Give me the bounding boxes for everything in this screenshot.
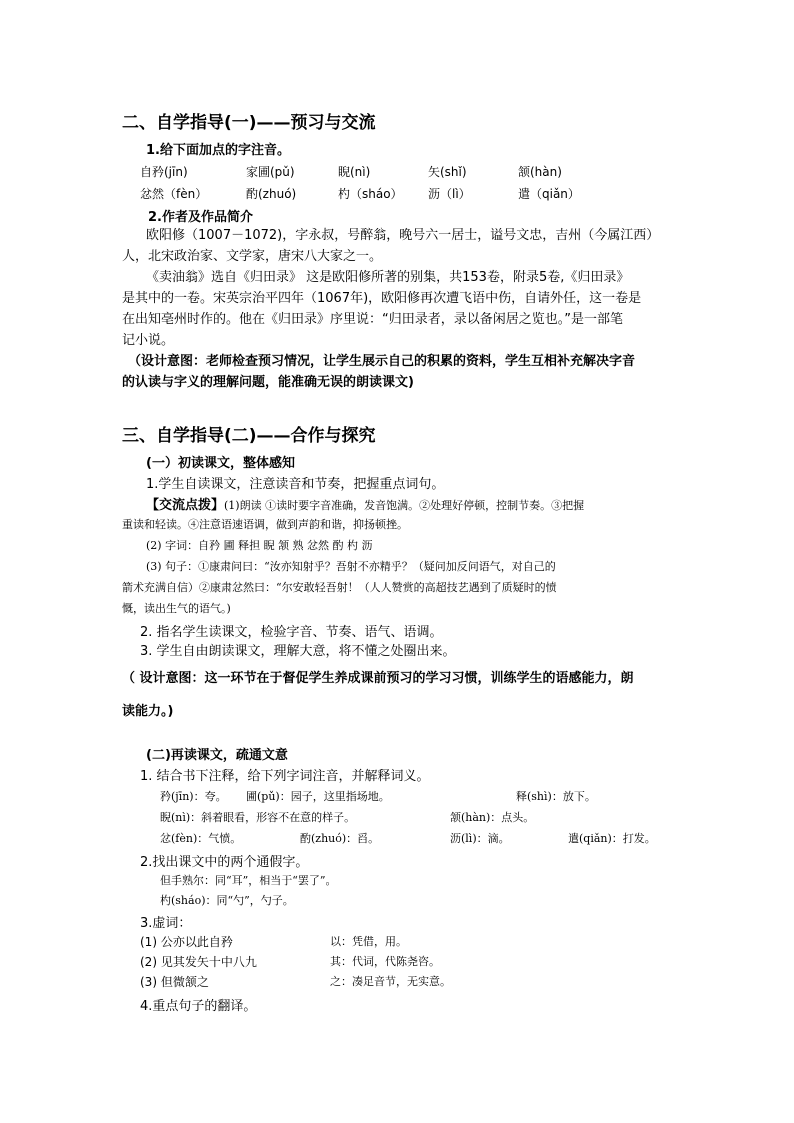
design-note: （ 设计意图：这一环节在于督促学生养成课前预习的学习习惯，训练学生的语感能力，朗 (122, 671, 634, 686)
gloss-item: 矜(jīn)：夸。 (160, 790, 227, 803)
list-item: 3.虚词： (140, 916, 192, 931)
xuci-sentence: (3) 但微颔之 (140, 975, 209, 989)
pinyin-item: 杓（sháo） (338, 187, 403, 201)
list-item: 3. 学生自由朗读课文，理解大意，将不懂之处圈出来。 (140, 644, 456, 659)
section2-title: 二、自学指导(一)——预习与交流 (122, 113, 376, 133)
intro-text: 人，北宋政治家、文学家，唐宋八大家之一。 (122, 249, 383, 264)
exchange-text: 慨，读出生气的语气。) (122, 602, 231, 615)
gloss-item: 睨(nì)：斜着眼看，形容不在意的样子。 (160, 811, 356, 824)
exchange-text: 箭术充满自信）②康肃忿然曰：“尔安敢轻吾射！（人人赞赏的高超技艺遇到了质疑时的愤 (122, 581, 557, 594)
sub2-title: (二)再读课文，疏通文意 (146, 748, 288, 763)
exchange-label: 【交流点拨】 (146, 498, 225, 513)
gloss-item: 遣(qiǎn)：打发。 (568, 832, 656, 845)
exchange-text: 重读和轻读。④注意语速语调，做到声韵和谐，抑扬顿挫。 (122, 518, 408, 531)
xuci-explain: 其：代词，代陈尧咨。 (330, 955, 440, 968)
list-item: 1.学生自读课文，注意读音和节奏，把握重点词句。 (146, 477, 445, 492)
item1-title: 1.给下面加点的字注音。 (146, 143, 290, 158)
intro-text: 欧阳修（1007－1072)，字永叔，号醉翁，晚号六一居士，谥号文忠，吉州（今属江西） (146, 228, 660, 243)
gloss-item: 颔(hàn)：点头。 (450, 811, 535, 824)
pinyin-item: 忿然（fèn） (140, 187, 208, 201)
list-item: 4.重点句子的翻译。 (140, 999, 257, 1014)
gloss-item: 忿(fèn)：气愤。 (160, 832, 242, 845)
pinyin-item: 家圃(pǔ) (246, 165, 295, 179)
exchange-line (146, 494, 584, 513)
pinyin-item: 遣（qiǎn） (518, 187, 580, 201)
pinyin-item: 自矜(jīn) (140, 165, 188, 179)
list-item: 1. 结合书下注释，给下列字词注音，并解释词义。 (140, 769, 430, 784)
exchange-text: (3) 句子：①康肃问曰：“汝亦知射乎？吾射不亦精乎？（疑问加反问语气，对自己的 (146, 560, 556, 573)
pinyin-item: 酌(zhuó) (246, 187, 297, 201)
list-item: 2. 指名学生读课文，检验字音、节奏、语气、语调。 (140, 625, 443, 640)
design-note: 的认读与字义的理解问题，能准确无误的朗读课文) (122, 375, 414, 390)
pinyin-item: 颔(hàn) (518, 165, 562, 179)
gloss-item: 圃(pǔ)：园子，这里指场地。 (246, 790, 390, 803)
xuci-explain: 之：凑足音节，无实意。 (330, 975, 451, 988)
intro-text: 是其中的一卷。宋英宗治平四年（1067年)，欧阳修再次遭飞语中伤，自请外任，这一卷是 (122, 291, 642, 306)
item2-title: 2.作者及作品简介 (148, 210, 253, 225)
xuci-explain: 以：凭借，用。 (330, 935, 407, 948)
tongjia-line: 但手熟尔：同“耳”，相当于“罢了”。 (160, 874, 337, 887)
list-item: 2.找出课文中的两个通假字。 (140, 855, 309, 870)
gloss-item: 释(shì)：放下。 (516, 790, 596, 803)
intro-text: 《卖油翁》选自《归田录》 这是欧阳修所著的别集，共153卷，附录5卷,《归田录》 (146, 270, 630, 285)
exchange-text: (1)朗读 ①读时要字音准确，发音饱满。②处理好停顿，控制节奏。③把握 (224, 499, 585, 512)
section3-title: 三、自学指导(二)——合作与探究 (122, 426, 376, 446)
xuci-sentence: (1) 公亦以此自矜 (140, 935, 233, 949)
intro-text: 在出知亳州时作的。他在《归田录》序里说：“归田录者，录以备闲居之览也。”是一部笔 (122, 312, 623, 327)
gloss-item: 酌(zhuó)：舀。 (300, 832, 380, 845)
xuci-sentence: (2) 见其发矢十中八九 (140, 955, 257, 969)
exchange-text: (2) 字词：自矜 圃 释担 睨 颔 熟 忿然 酌 杓 沥 (146, 539, 373, 552)
pinyin-item: 睨(nì) (338, 165, 371, 179)
design-note: （设计意图：老师检查预习情况，让学生展示自己的积累的资料，学生互相补充解决字音 (128, 354, 636, 369)
pinyin-item: 矢(shǐ) (428, 165, 467, 179)
intro-text: 记小说。 (122, 333, 175, 348)
design-note: 读能力。) (122, 704, 174, 719)
pinyin-item: 沥（lì） (428, 187, 471, 201)
sub1-title: (一）初读课文，整体感知 (146, 456, 295, 471)
tongjia-line: 杓(sháo)：同“勺”，勺子。 (160, 894, 294, 907)
gloss-item: 沥(lì)：滴。 (450, 832, 510, 845)
